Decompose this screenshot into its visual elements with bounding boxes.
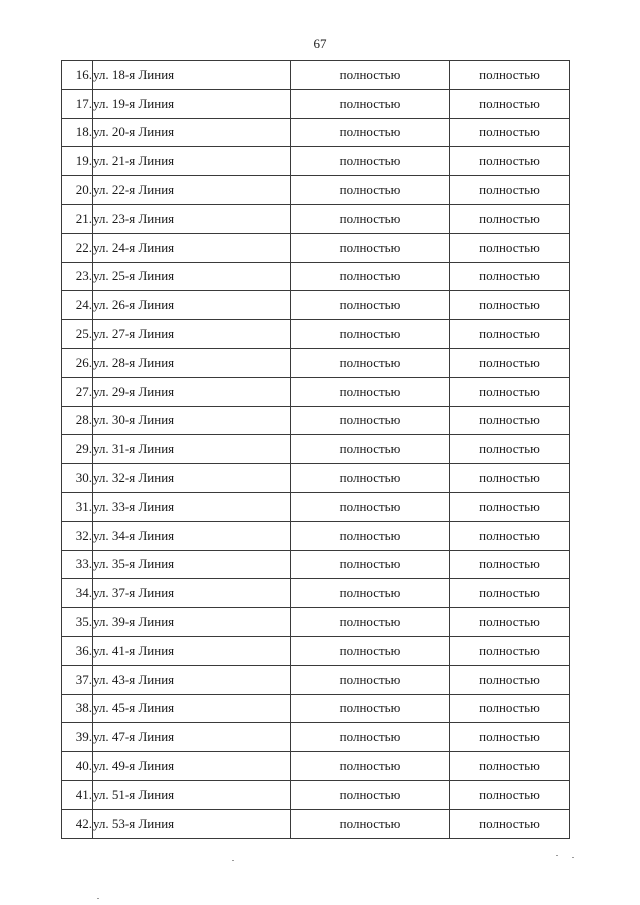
row-number: 38. [62, 694, 93, 723]
status-cell: полностью [291, 377, 450, 406]
street-name: ул. 24-я Линия [93, 233, 291, 262]
status-cell: полностью [450, 291, 570, 320]
row-number: 16. [62, 61, 93, 90]
table-row [62, 492, 570, 521]
status-cell: полностью [450, 723, 570, 752]
row-number: 29. [62, 435, 93, 464]
status-cell: полностью [450, 204, 570, 233]
street-name: ул. 18-я Линия [93, 61, 291, 90]
table-row [62, 262, 570, 291]
page-number: 67 [313, 36, 327, 51]
table-row [62, 348, 570, 377]
street-name: ул. 39-я Линия [93, 608, 291, 637]
status-cell: полностью [291, 147, 450, 176]
row-number: 31. [62, 492, 93, 521]
street-name: ул. 21-я Линия [93, 147, 291, 176]
table-row [62, 147, 570, 176]
table-row [62, 291, 570, 320]
row-number: 25. [62, 320, 93, 349]
table-row [62, 464, 570, 493]
status-cell: полностью [450, 377, 570, 406]
table-row [62, 694, 570, 723]
scan-artifact [97, 898, 99, 899]
status-cell: полностью [291, 492, 450, 521]
row-number: 19. [62, 147, 93, 176]
status-cell: полностью [291, 809, 450, 838]
status-cell: полностью [291, 291, 450, 320]
street-name: ул. 19-я Линия [93, 89, 291, 118]
street-name: ул. 31-я Линия [93, 435, 291, 464]
status-cell: полностью [450, 61, 570, 90]
table-row [62, 809, 570, 838]
street-name: ул. 53-я Линия [93, 809, 291, 838]
row-number: 40. [62, 752, 93, 781]
status-cell: полностью [450, 176, 570, 205]
status-cell: полностью [291, 61, 450, 90]
status-cell: полностью [450, 233, 570, 262]
street-name: ул. 47-я Линия [93, 723, 291, 752]
table-row [62, 204, 570, 233]
streets-table [61, 60, 570, 839]
table-row [62, 752, 570, 781]
street-name: ул. 49-я Линия [93, 752, 291, 781]
row-number: 22. [62, 233, 93, 262]
table-row [62, 377, 570, 406]
status-cell: полностью [450, 492, 570, 521]
table-row [62, 435, 570, 464]
scan-artifact [572, 857, 574, 858]
status-cell: полностью [450, 435, 570, 464]
status-cell: полностью [450, 320, 570, 349]
row-number: 20. [62, 176, 93, 205]
status-cell: полностью [450, 89, 570, 118]
row-number: 36. [62, 636, 93, 665]
street-name: ул. 34-я Линия [93, 521, 291, 550]
status-cell: полностью [291, 579, 450, 608]
table-row [62, 118, 570, 147]
table-row [62, 406, 570, 435]
status-cell: полностью [291, 435, 450, 464]
status-cell: полностью [291, 89, 450, 118]
status-cell: полностью [291, 348, 450, 377]
street-name: ул. 27-я Линия [93, 320, 291, 349]
status-cell: полностью [291, 636, 450, 665]
table-row [62, 233, 570, 262]
status-cell: полностью [450, 406, 570, 435]
street-name: ул. 26-я Линия [93, 291, 291, 320]
street-name: ул. 32-я Линия [93, 464, 291, 493]
status-cell: полностью [450, 752, 570, 781]
status-cell: полностью [291, 464, 450, 493]
status-cell: полностью [291, 608, 450, 637]
status-cell: полностью [450, 348, 570, 377]
status-cell: полностью [450, 464, 570, 493]
street-name: ул. 23-я Линия [93, 204, 291, 233]
row-number: 18. [62, 118, 93, 147]
row-number: 30. [62, 464, 93, 493]
status-cell: полностью [450, 636, 570, 665]
status-cell: полностью [291, 118, 450, 147]
status-cell: полностью [450, 780, 570, 809]
status-cell: полностью [450, 118, 570, 147]
table-row [62, 579, 570, 608]
row-number: 42. [62, 809, 93, 838]
status-cell: полностью [291, 176, 450, 205]
row-number: 26. [62, 348, 93, 377]
row-number: 33. [62, 550, 93, 579]
street-name: ул. 51-я Линия [93, 780, 291, 809]
status-cell: полностью [450, 262, 570, 291]
row-number: 37. [62, 665, 93, 694]
status-cell: полностью [450, 665, 570, 694]
scan-artifact [556, 855, 558, 856]
table-row [62, 780, 570, 809]
table-row [62, 608, 570, 637]
table-row [62, 636, 570, 665]
street-name: ул. 22-я Линия [93, 176, 291, 205]
streets-table-body [62, 61, 570, 839]
status-cell: полностью [450, 579, 570, 608]
row-number: 28. [62, 406, 93, 435]
status-cell: полностью [291, 406, 450, 435]
street-name: ул. 41-я Линия [93, 636, 291, 665]
table-row [62, 665, 570, 694]
row-number: 21. [62, 204, 93, 233]
table-row [62, 521, 570, 550]
status-cell: полностью [291, 723, 450, 752]
status-cell: полностью [291, 233, 450, 262]
scan-artifact [232, 860, 234, 861]
row-number: 17. [62, 89, 93, 118]
street-name: ул. 20-я Линия [93, 118, 291, 147]
status-cell: полностью [291, 694, 450, 723]
status-cell: полностью [291, 780, 450, 809]
status-cell: полностью [291, 665, 450, 694]
street-name: ул. 30-я Линия [93, 406, 291, 435]
table-row [62, 723, 570, 752]
table-row [62, 320, 570, 349]
row-number: 23. [62, 262, 93, 291]
status-cell: полностью [450, 694, 570, 723]
status-cell: полностью [450, 809, 570, 838]
table-row [62, 550, 570, 579]
row-number: 41. [62, 780, 93, 809]
row-number: 34. [62, 579, 93, 608]
status-cell: полностью [291, 262, 450, 291]
status-cell: полностью [291, 752, 450, 781]
row-number: 39. [62, 723, 93, 752]
status-cell: полностью [450, 608, 570, 637]
status-cell: полностью [450, 147, 570, 176]
street-name: ул. 25-я Линия [93, 262, 291, 291]
street-name: ул. 35-я Линия [93, 550, 291, 579]
row-number: 35. [62, 608, 93, 637]
status-cell: полностью [291, 521, 450, 550]
status-cell: полностью [291, 550, 450, 579]
table-row [62, 176, 570, 205]
row-number: 27. [62, 377, 93, 406]
status-cell: полностью [450, 521, 570, 550]
street-name: ул. 45-я Линия [93, 694, 291, 723]
status-cell: полностью [450, 550, 570, 579]
street-name: ул. 29-я Линия [93, 377, 291, 406]
status-cell: полностью [291, 320, 450, 349]
row-number: 24. [62, 291, 93, 320]
street-name: ул. 43-я Линия [93, 665, 291, 694]
table-row [62, 89, 570, 118]
status-cell: полностью [291, 204, 450, 233]
row-number: 32. [62, 521, 93, 550]
street-name: ул. 28-я Линия [93, 348, 291, 377]
street-name: ул. 33-я Линия [93, 492, 291, 521]
street-name: ул. 37-я Линия [93, 579, 291, 608]
table-row [62, 61, 570, 90]
